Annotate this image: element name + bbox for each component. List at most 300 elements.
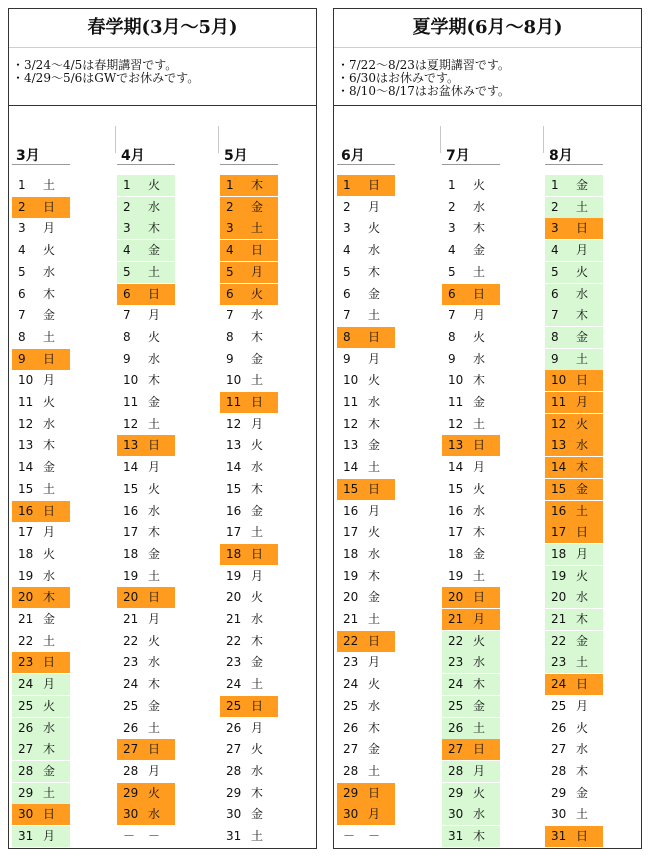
month-rule: [12, 164, 70, 165]
day-row: [12, 587, 70, 608]
weekday: 日: [368, 785, 381, 800]
weekday: 火: [148, 178, 161, 192]
weekday: 土: [368, 460, 381, 475]
weekday: 水: [148, 503, 161, 518]
weekday: 土: [43, 785, 56, 800]
day-row: [545, 609, 603, 630]
weekday: 火: [368, 677, 381, 692]
weekday: 月: [576, 243, 589, 258]
weekday: 日: [43, 199, 56, 214]
weekday: 金: [43, 763, 56, 778]
day-row: [442, 587, 500, 608]
day-row: [442, 370, 500, 391]
day-row: [117, 305, 175, 326]
day-number: 3: [343, 221, 351, 236]
day-number: 23: [18, 655, 34, 670]
day-number: 25: [123, 698, 139, 713]
weekday: 月: [148, 460, 161, 475]
weekday: 木: [251, 633, 264, 648]
day-row: [117, 587, 175, 608]
day-number: 4: [448, 243, 456, 258]
day-row: [12, 262, 70, 283]
day-row: [545, 696, 603, 717]
weekday: 火: [251, 590, 264, 605]
day-number: 19: [551, 568, 567, 583]
day-row: [545, 327, 603, 348]
day-row: [337, 804, 395, 825]
weekday: 木: [473, 829, 486, 843]
day-number: 27: [448, 742, 464, 757]
day-number: 19: [343, 568, 359, 583]
day-number: 31: [448, 829, 464, 843]
weekday: 水: [576, 590, 589, 605]
weekday: 火: [251, 742, 264, 757]
weekday: 木: [251, 481, 264, 496]
day-number: 8: [226, 329, 234, 344]
day-number: 26: [343, 720, 359, 735]
weekday: 日: [251, 243, 264, 258]
day-row: [220, 197, 278, 218]
weekday: 火: [43, 395, 56, 409]
day-row: [117, 218, 175, 239]
day-row: [12, 826, 70, 847]
day-number: 7: [551, 308, 559, 323]
weekday: 火: [473, 785, 486, 800]
day-row: [337, 262, 395, 283]
day-row: [337, 739, 395, 760]
weekday: 土: [251, 221, 264, 236]
day-row: [545, 479, 603, 500]
day-number: 12: [343, 416, 359, 431]
day-number: 11: [123, 395, 139, 409]
weekday: 月: [368, 503, 381, 518]
day-number: 4: [343, 243, 351, 258]
day-row: [545, 522, 603, 543]
day-number: 17: [551, 525, 567, 540]
term-title: 夏学期(6月～8月): [334, 9, 641, 48]
weekday: 土: [368, 612, 381, 626]
day-number: 29: [123, 785, 139, 800]
day-row: [337, 414, 395, 435]
day-row: [337, 349, 395, 370]
weekday: 木: [368, 264, 381, 279]
day-number: 20: [18, 590, 34, 605]
weekday: 月: [43, 829, 56, 843]
day-row: [220, 587, 278, 608]
day-row: [545, 262, 603, 283]
weekday: 金: [368, 742, 381, 757]
weekday: 日: [43, 655, 56, 670]
day-row: [442, 826, 500, 847]
day-number: 10: [448, 373, 464, 388]
day-row: [12, 435, 70, 456]
month-header: 8月: [549, 148, 573, 164]
day-row: [12, 609, 70, 630]
day-row: [545, 414, 603, 435]
day-row: [117, 783, 175, 804]
weekday: 水: [473, 807, 486, 822]
day-row: [12, 631, 70, 652]
weekday: 金: [473, 395, 486, 409]
weekday: 土: [43, 633, 56, 648]
weekday: 木: [473, 221, 486, 236]
weekday: 日: [148, 742, 161, 757]
day-row: [12, 501, 70, 522]
weekday: －: [368, 829, 381, 843]
day-row: [117, 392, 175, 413]
day-number: 30: [226, 807, 242, 822]
day-row: [12, 327, 70, 348]
weekday: 木: [368, 568, 381, 583]
day-number: 15: [123, 481, 139, 496]
day-row: [220, 804, 278, 825]
month-header: 5月: [224, 148, 248, 164]
day-row: [12, 479, 70, 500]
weekday: 月: [576, 546, 589, 561]
day-number: 13: [18, 438, 34, 453]
day-number: 22: [226, 633, 242, 648]
weekday: 月: [43, 373, 56, 388]
day-number: 13: [343, 438, 359, 453]
day-row: [117, 262, 175, 283]
day-row: [442, 652, 500, 673]
weekday: 土: [148, 264, 161, 279]
day-number: 29: [226, 785, 242, 800]
day-row: [337, 826, 395, 847]
day-number: 28: [18, 763, 34, 778]
day-number: 31: [226, 829, 242, 843]
day-number: 9: [18, 351, 26, 366]
day-number: 12: [123, 416, 139, 431]
weekday: 月: [473, 460, 486, 475]
day-number: 12: [226, 416, 242, 431]
day-number: 16: [18, 503, 34, 518]
day-row: [545, 587, 603, 608]
weekday: 月: [576, 698, 589, 713]
day-row: [545, 674, 603, 695]
day-row: [545, 370, 603, 391]
day-number: 5: [18, 264, 26, 279]
day-row: [220, 739, 278, 760]
weekday: 木: [148, 221, 161, 236]
day-number: －: [343, 829, 356, 843]
day-row: [220, 218, 278, 239]
day-row: [117, 739, 175, 760]
weekday: 金: [251, 655, 264, 670]
month-header: 3月: [16, 148, 40, 164]
weekday: 日: [368, 329, 381, 344]
weekday: 水: [148, 351, 161, 366]
day-row: [12, 349, 70, 370]
day-row: [117, 826, 175, 847]
day-row: [220, 327, 278, 348]
day-row: [220, 435, 278, 456]
day-number: 16: [343, 503, 359, 518]
weekday: 月: [43, 221, 56, 236]
weekday: 水: [148, 807, 161, 822]
day-number: 4: [123, 243, 131, 258]
weekday: 木: [43, 742, 56, 757]
day-number: 7: [448, 308, 456, 323]
day-row: [545, 435, 603, 456]
day-number: 22: [448, 633, 464, 648]
day-number: 19: [448, 568, 464, 583]
weekday: 土: [148, 416, 161, 431]
weekday: 土: [473, 416, 486, 431]
note-line: ・6/30はお休みです。: [337, 71, 459, 85]
day-row: [12, 804, 70, 825]
day-number: 27: [551, 742, 567, 757]
term-notes: [9, 47, 316, 106]
column-divider: [440, 126, 441, 153]
weekday: 日: [473, 742, 486, 757]
day-number: 18: [448, 546, 464, 561]
weekday: 木: [43, 438, 56, 453]
day-number: 25: [551, 698, 567, 713]
weekday: 水: [368, 546, 381, 561]
day-number: 11: [18, 395, 34, 409]
day-number: 3: [226, 221, 234, 236]
day-row: [545, 739, 603, 760]
day-number: 21: [448, 612, 464, 626]
weekday: 金: [43, 308, 56, 323]
day-number: 10: [343, 373, 359, 388]
day-number: 26: [551, 720, 567, 735]
weekday: 水: [473, 503, 486, 518]
day-row: [337, 457, 395, 478]
weekday: 土: [368, 308, 381, 323]
day-number: 26: [18, 720, 34, 735]
day-row: [117, 479, 175, 500]
day-number: 17: [226, 525, 242, 540]
day-number: 24: [343, 677, 359, 692]
weekday: 水: [576, 286, 589, 301]
day-row: [545, 392, 603, 413]
day-row: [117, 674, 175, 695]
day-number: 23: [448, 655, 464, 670]
day-row: [337, 479, 395, 500]
weekday: 月: [251, 416, 264, 431]
weekday: 火: [148, 785, 161, 800]
day-number: 24: [551, 677, 567, 692]
weekday: 金: [473, 698, 486, 713]
weekday: 土: [43, 481, 56, 496]
weekday: 水: [43, 568, 56, 583]
weekday: 水: [43, 416, 56, 431]
weekday: 金: [251, 351, 264, 366]
day-number: 8: [123, 329, 131, 344]
day-number: 1: [123, 178, 131, 192]
day-row: [545, 501, 603, 522]
day-row: [117, 652, 175, 673]
day-row: [337, 305, 395, 326]
day-row: [337, 392, 395, 413]
day-row: [220, 240, 278, 261]
day-row: [12, 414, 70, 435]
day-row: [545, 175, 603, 196]
day-row: [117, 522, 175, 543]
day-number: 18: [18, 546, 34, 561]
day-number: 22: [551, 633, 567, 648]
day-number: 14: [226, 460, 242, 475]
weekday: 土: [251, 525, 264, 540]
day-row: [337, 327, 395, 348]
day-number: 19: [18, 568, 34, 583]
day-row: [220, 544, 278, 565]
weekday: 金: [368, 438, 381, 453]
day-row: [337, 761, 395, 782]
day-row: [117, 175, 175, 196]
weekday: 木: [43, 286, 56, 301]
day-number: 22: [123, 633, 139, 648]
day-row: [545, 718, 603, 739]
day-number: 8: [551, 329, 559, 344]
day-row: [442, 696, 500, 717]
day-row: [220, 349, 278, 370]
weekday: 火: [148, 481, 161, 496]
weekday: 土: [576, 351, 589, 366]
weekday: 火: [368, 221, 381, 236]
day-row: [545, 305, 603, 326]
day-number: 11: [343, 395, 359, 409]
day-row: [220, 696, 278, 717]
weekday: 木: [473, 525, 486, 540]
day-row: [442, 522, 500, 543]
day-row: [442, 739, 500, 760]
day-row: [220, 566, 278, 587]
day-number: 1: [18, 178, 26, 192]
weekday: 土: [43, 178, 56, 192]
weekday: 水: [368, 395, 381, 409]
weekday: 金: [148, 395, 161, 409]
month-rule: [442, 164, 500, 165]
weekday: 土: [368, 763, 381, 778]
day-row: [12, 284, 70, 305]
day-number: 1: [448, 178, 456, 192]
day-row: [117, 284, 175, 305]
month-header: 7月: [446, 148, 470, 164]
weekday: 土: [473, 264, 486, 279]
weekday: 土: [251, 677, 264, 692]
day-row: [545, 544, 603, 565]
day-number: 3: [123, 221, 131, 236]
weekday: 日: [148, 286, 161, 301]
day-number: 12: [18, 416, 34, 431]
day-row: [220, 826, 278, 847]
weekday: 木: [473, 677, 486, 692]
day-number: 10: [123, 373, 139, 388]
day-row: [117, 370, 175, 391]
day-row: [220, 457, 278, 478]
day-number: 16: [551, 503, 567, 518]
weekday: 木: [576, 763, 589, 778]
day-number: 15: [448, 481, 464, 496]
day-row: [545, 218, 603, 239]
day-row: [12, 392, 70, 413]
weekday: 水: [473, 199, 486, 214]
weekday: 土: [148, 568, 161, 583]
day-row: [442, 262, 500, 283]
weekday: 火: [473, 329, 486, 344]
weekday: 木: [148, 373, 161, 388]
weekday: 月: [251, 568, 264, 583]
weekday: 火: [473, 178, 486, 192]
weekday: 金: [43, 612, 56, 626]
day-number: －: [123, 829, 136, 843]
day-number: 25: [448, 698, 464, 713]
weekday: 日: [576, 677, 589, 692]
weekday: 日: [576, 221, 589, 236]
day-number: 21: [18, 612, 34, 626]
day-number: 30: [343, 807, 359, 822]
day-number: 18: [551, 546, 567, 561]
day-row: [442, 804, 500, 825]
day-row: [337, 631, 395, 652]
day-row: [220, 522, 278, 543]
day-number: 18: [123, 546, 139, 561]
day-row: [545, 761, 603, 782]
day-row: [117, 804, 175, 825]
day-row: [220, 501, 278, 522]
weekday: 木: [148, 525, 161, 540]
day-row: [12, 175, 70, 196]
day-row: [337, 566, 395, 587]
day-number: 23: [551, 655, 567, 670]
weekday: 火: [43, 546, 56, 561]
weekday: 水: [576, 742, 589, 757]
weekday: 金: [576, 329, 589, 344]
weekday: 土: [473, 568, 486, 583]
day-number: 24: [18, 677, 34, 692]
weekday: 金: [368, 590, 381, 605]
day-row: [442, 392, 500, 413]
weekday: －: [148, 829, 161, 843]
weekday: 金: [251, 503, 264, 518]
weekday: 木: [43, 590, 56, 605]
weekday: 日: [368, 633, 381, 648]
day-row: [337, 522, 395, 543]
month-header: 4月: [121, 148, 145, 164]
day-row: [337, 718, 395, 739]
day-row: [220, 674, 278, 695]
weekday: 土: [576, 199, 589, 214]
weekday: 金: [251, 199, 264, 214]
day-number: 20: [226, 590, 242, 605]
day-number: 3: [18, 221, 26, 236]
day-number: 9: [226, 351, 234, 366]
weekday: 水: [251, 763, 264, 778]
day-row: [442, 566, 500, 587]
weekday: 日: [148, 590, 161, 605]
weekday: 月: [368, 351, 381, 366]
day-row: [442, 783, 500, 804]
weekday: 月: [473, 763, 486, 778]
day-row: [117, 435, 175, 456]
day-number: 25: [226, 698, 242, 713]
day-row: [545, 240, 603, 261]
day-row: [12, 674, 70, 695]
day-row: [117, 609, 175, 630]
weekday: 金: [576, 785, 589, 800]
column-divider: [543, 126, 544, 153]
day-number: 21: [343, 612, 359, 626]
day-number: 20: [343, 590, 359, 605]
day-row: [442, 609, 500, 630]
weekday: 木: [473, 373, 486, 388]
month-rule: [220, 164, 278, 165]
weekday: 月: [43, 677, 56, 692]
day-number: 9: [123, 351, 131, 366]
